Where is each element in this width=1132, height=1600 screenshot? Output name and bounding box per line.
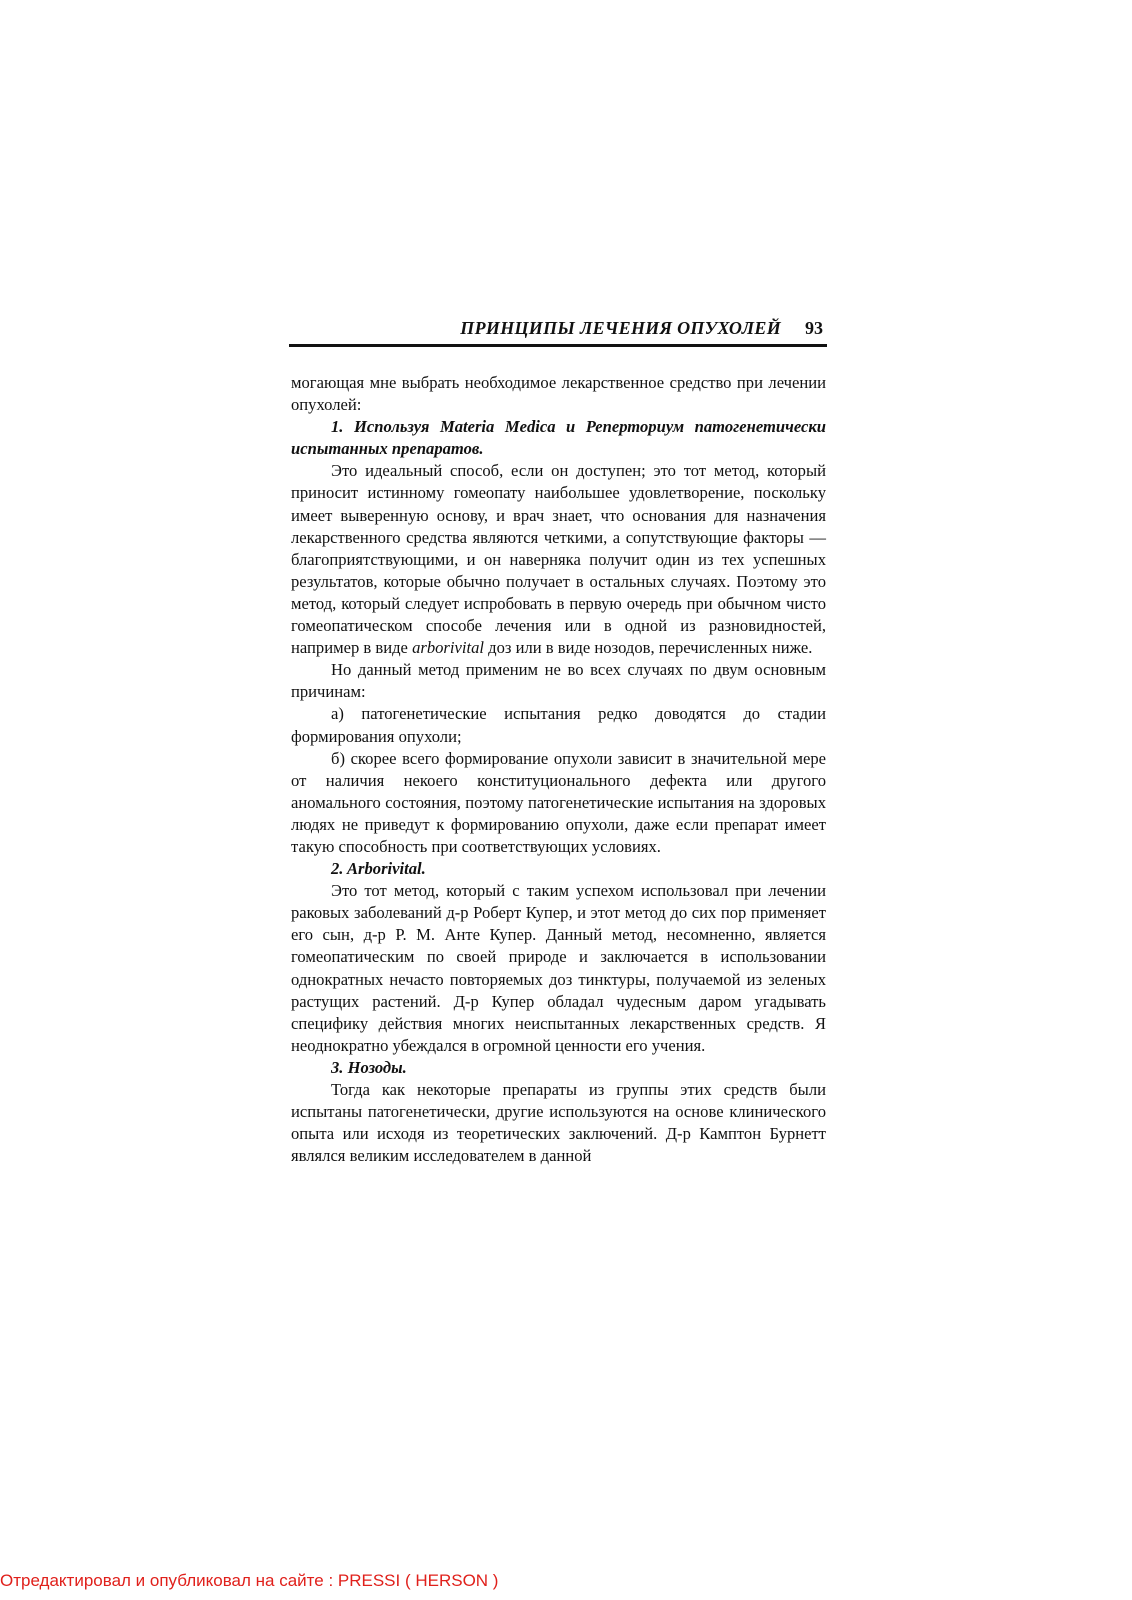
paragraph-text: Это идеальный способ, если он доступен; это тот метод, который приносит истинному гомеопату наибольшее удовлетворение, поскольку имеет выверенную основу, и врач знает, что основания для назначения лекарственного средства являются четкими, а сопутствующие факторы — благоприятствующими, и он наверняка получит один из тех успешных результатов, которые обычно получает в остальных случаях. Поэтому это метод, который следует испробовать в первую очередь при обычном чисто гомеопатическом способе лечения или в одной из разновидностей, например в виде: [291, 461, 826, 658]
page-number: 93: [805, 318, 823, 338]
italic-term: arborivital: [412, 638, 484, 658]
paragraph: Тогда как некоторые препараты из группы этих средств были испытаны патогенетически, другие используются на основе клинического опыта или исходя из теоретических заключений. Д-р Камптон Бурнетт являлся великим исследователем в данной: [291, 1080, 826, 1166]
list-item-b: б) скорее всего формирование опухоли зависит в значительной мере от наличия некоего конституционального дефекта или другого аномального состояния, поэтому патогенетические испытания на здоровых людях не приведут к формированию опухоли, даже если препарат имеет такую способность при соответствующих условиях.: [291, 748, 826, 856]
section-heading-3: 3. Нозоды.: [331, 1057, 407, 1077]
publisher-note: Отредактировал и опубликовал на сайте : PRESSI ( HERSON ): [0, 1571, 499, 1590]
paragraph: могающая мне выбрать необходимое лекарственное средство при лечении опухолей:: [291, 373, 826, 415]
running-header: [289, 318, 827, 347]
section-heading-2: 2. Arborivital.: [331, 859, 426, 879]
paragraph: Это тот метод, который с таким успехом использовал при лечении раковых заболеваний д-р Роберт Купер, и этот метод до сих пор применяет его сын, д-р Р. М. Анте Купер. Данный метод, несомненно, является гомеопатическим по своей природе и заключается в использовании однократных нечасто повторяемых доз тинктуры, получаемой из зеленых растущих растений. Д-р Купер обладал чудесным даром угадывать специфику действия многих неиспытанных лекарственных средств. Я неоднократно убеждался в огромной ценности его учения.: [291, 881, 826, 1055]
paragraph: Но данный метод применим не во всех случаях по двум основным причинам:: [291, 660, 826, 702]
paragraph-text: доз или в виде нозодов, перечисленных ниже.: [488, 638, 813, 658]
list-item-a: а) патогенетические испытания редко доводятся до стадии формирования опухоли;: [291, 704, 826, 746]
section-heading-1: 1. Используя Materia Medica и Реперториум патогенетически испытанных препаратов.: [291, 417, 826, 459]
chapter-title: ПРИНЦИПЫ ЛЕЧЕНИЯ ОПУХОЛЕЙ: [460, 318, 781, 338]
paragraph: [291, 460, 826, 659]
body-text: [291, 372, 826, 1167]
